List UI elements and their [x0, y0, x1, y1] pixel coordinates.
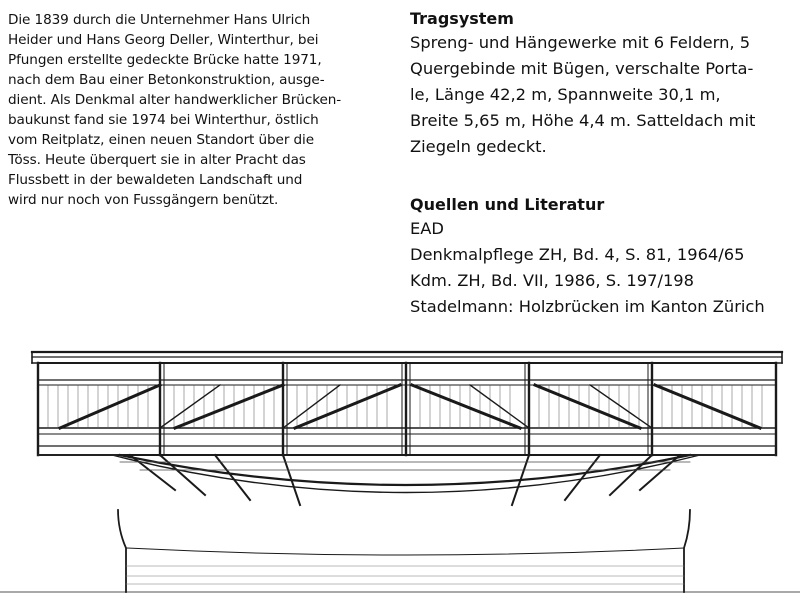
tragsystem-line: Quergebinde mit Bügen, verschalte Porta-	[410, 59, 754, 78]
description-line: baukunst fand sie 1974 bei Winterthur, östlich	[8, 112, 319, 128]
tragsystem-line: le, Länge 42,2 m, Spannweite 30,1 m,	[410, 85, 721, 104]
quellen-list	[410, 216, 790, 320]
description-line: wird nur noch von Fussgängern benützt.	[8, 192, 279, 208]
quellen-item: EAD	[410, 219, 444, 238]
quellen-section	[410, 194, 790, 320]
quellen-item: Kdm. ZH, Bd. VII, 1986, S. 197/198	[410, 271, 695, 290]
tragsystem-heading: Tragsystem	[410, 9, 514, 28]
description-line: Flussbett in der bewaldeten Landschaft und	[8, 172, 303, 188]
description-line: nach dem Bau einer Betonkonstruktion, ausge-	[8, 72, 325, 88]
tragsystem-line: Spreng- und Hängewerke mit 6 Feldern, 5	[410, 33, 751, 52]
quellen-item: Denkmalpflege ZH, Bd. 4, S. 81, 1964/65	[410, 245, 745, 264]
quellen-heading: Quellen und Literatur	[410, 195, 605, 214]
description-paragraph	[8, 10, 374, 210]
description-line: vom Reitplatz, einen neuen Standort über die	[8, 132, 314, 148]
description-line: Die 1839 durch die Unternehmer Hans Ulrich	[8, 12, 311, 28]
quellen-item: Stadelmann: Holzbrücken im Kanton Zürich	[410, 297, 765, 316]
description-line: Töss. Heute überquert sie in alter Pracht das	[8, 152, 306, 168]
description-line: dient. Als Denkmal alter handwerklicher Brücken-	[8, 92, 342, 108]
tragsystem-line: Ziegeln gedeckt.	[410, 137, 547, 156]
covered-bridge-elevation-drawing	[0, 330, 800, 600]
tragsystem-section	[410, 8, 790, 160]
description-line: Heider und Hans Georg Deller, Winterthur, bei	[8, 32, 319, 48]
tragsystem-text	[410, 30, 790, 160]
tragsystem-line: Breite 5,65 m, Höhe 4,4 m. Satteldach mit	[410, 111, 756, 130]
description-line: Pfungen erstellte gedeckte Brücke hatte 1971,	[8, 52, 322, 68]
